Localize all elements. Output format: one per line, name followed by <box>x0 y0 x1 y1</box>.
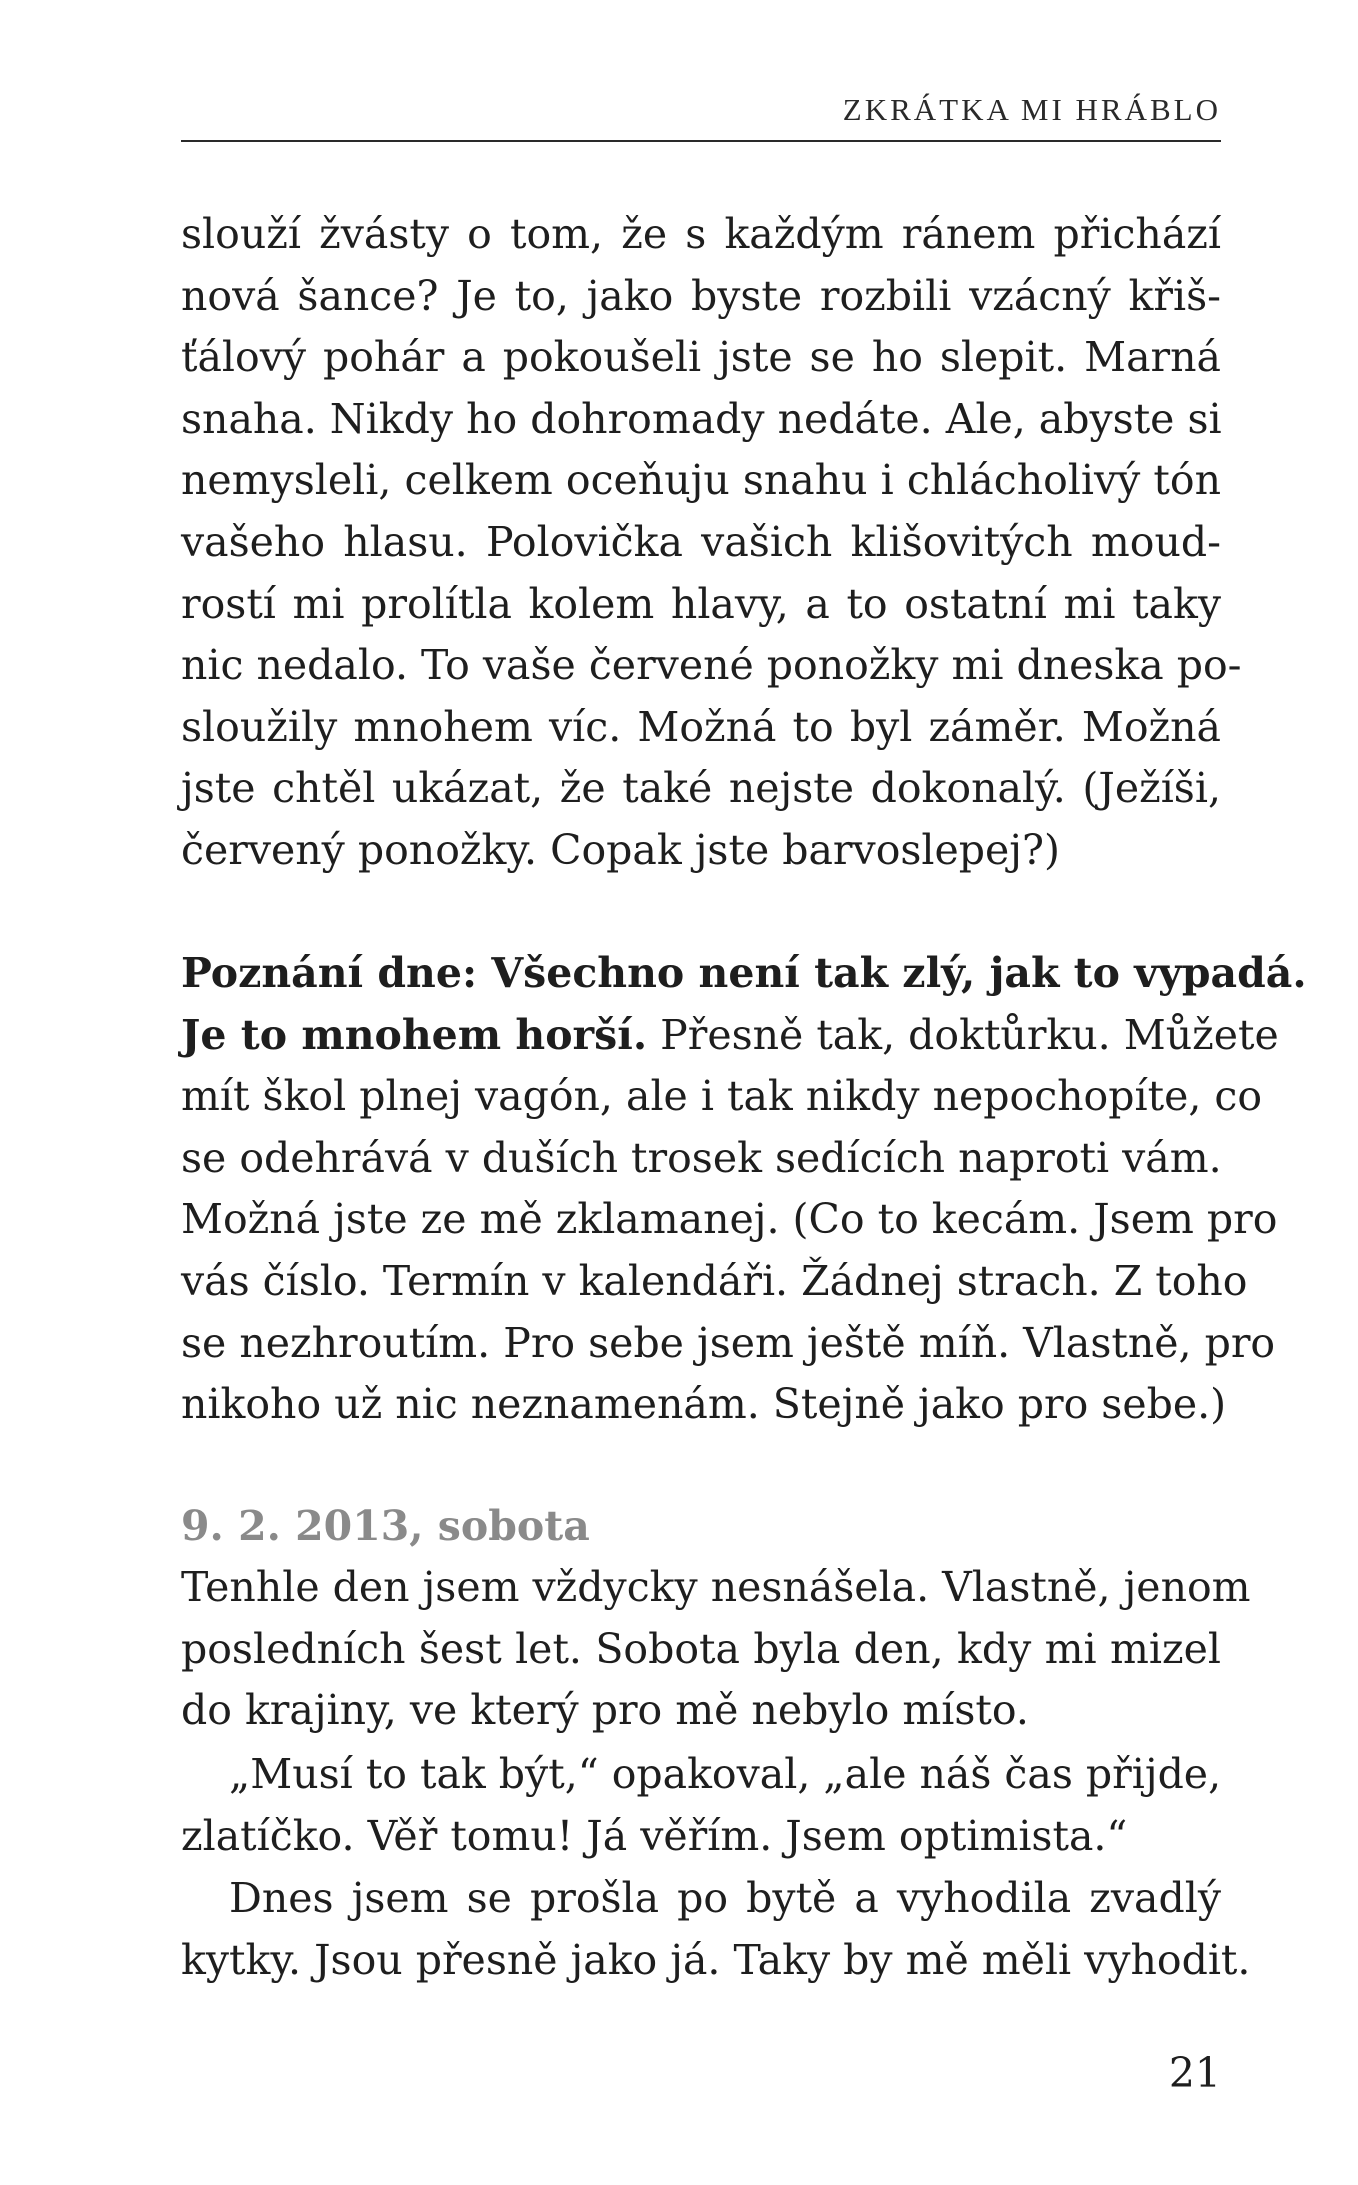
text-line: do krajiny, ve který pro mě nebylo místo. <box>181 1686 1029 1735</box>
text-line: Tenhle den jsem vždycky nesnášela. Vlastně, jenom <box>181 1563 1251 1611</box>
text-line: snaha. Nikdy ho dohromady nedáte. Ale, abyste si <box>181 394 1222 443</box>
text-line: nic nedalo. To vaše červené ponožky mi dneska po- <box>181 641 1242 690</box>
text-line: červený ponožky. Copak jste barvoslepej?) <box>181 825 1060 874</box>
paragraph <box>181 1868 1251 1991</box>
text-line: slouží žvásty o tom, že s každým ránem přichází <box>181 210 1221 258</box>
text-line: se odehrává v duších trosek sedících naproti vám. <box>181 1133 1222 1182</box>
text-line: „Musí to tak být,“ opakoval, „ale náš čas přijde, <box>229 1750 1222 1798</box>
text-line: Možná jste ze mě zklamanej. (Co to kecám. Jsem pro <box>181 1195 1278 1244</box>
paragraph <box>181 1557 1251 1742</box>
text-line: nikoho už nic neznamenám. Stejně jako pro sebe.) <box>181 1380 1227 1429</box>
paragraph <box>181 943 1307 1436</box>
text-line: posledních šest let. Sobota byla den, kdy mi mizel <box>181 1624 1221 1673</box>
entry-date: 9. 2. 2013, sobota <box>181 1502 590 1550</box>
text-line: jste chtěl ukázat, že také nejste dokonalý. (Ježíši, <box>181 764 1221 813</box>
paragraph <box>181 1744 1221 1867</box>
text-line: nová šance? Je to, jako byste rozbili vzácný křiš- <box>181 271 1221 320</box>
page-number: 21 <box>1168 2049 1221 2097</box>
book-page <box>181 0 1307 2185</box>
text-line: ťálový pohár a pokoušeli jste se ho slepit. Marná <box>181 333 1221 382</box>
text-line: Dnes jsem se prošla po bytě a vyhodila zvadlý <box>229 1874 1221 1922</box>
running-head: ZKRÁTKA MI HRÁBLO <box>842 92 1221 127</box>
text-line <box>181 1005 1279 1067</box>
text-line: se nezhroutím. Pro sebe jsem ještě míň. Vlastně, pro <box>181 1318 1276 1367</box>
text-line: kytky. Jsou přesně jako já. Taky by mě měli vyhodit. <box>181 1935 1251 1984</box>
text-line: nemysleli, celkem oceňuju snahu i chlácholivý tón <box>181 456 1221 505</box>
paragraph <box>181 204 1242 882</box>
text-line: rostí mi prolítla kolem hlavy, a to ostatní mi taky <box>181 579 1221 628</box>
text-line: vašeho hlasu. Polovička vašich klišovitých moud- <box>181 517 1221 566</box>
header-rule <box>181 140 1221 142</box>
insight-heading-end: Je to mnohem horší. <box>181 1010 648 1059</box>
text-line: vás číslo. Termín v kalendáři. Žádnej strach. Z toho <box>181 1256 1248 1305</box>
insight-heading: Poznání dne: Všechno není tak zlý, jak to vypadá. <box>181 949 1307 997</box>
text-fragment: Přesně tak, doktůrku. Můžete <box>647 1010 1279 1059</box>
text-line: mít škol plnej vagón, ale i tak nikdy nepochopíte, co <box>181 1072 1263 1121</box>
text-line: zlatíčko. Věř tomu! Já věřím. Jsem optimista.“ <box>181 1811 1128 1860</box>
text-line: sloužily mnohem víc. Možná to byl záměr. Možná <box>181 702 1221 751</box>
